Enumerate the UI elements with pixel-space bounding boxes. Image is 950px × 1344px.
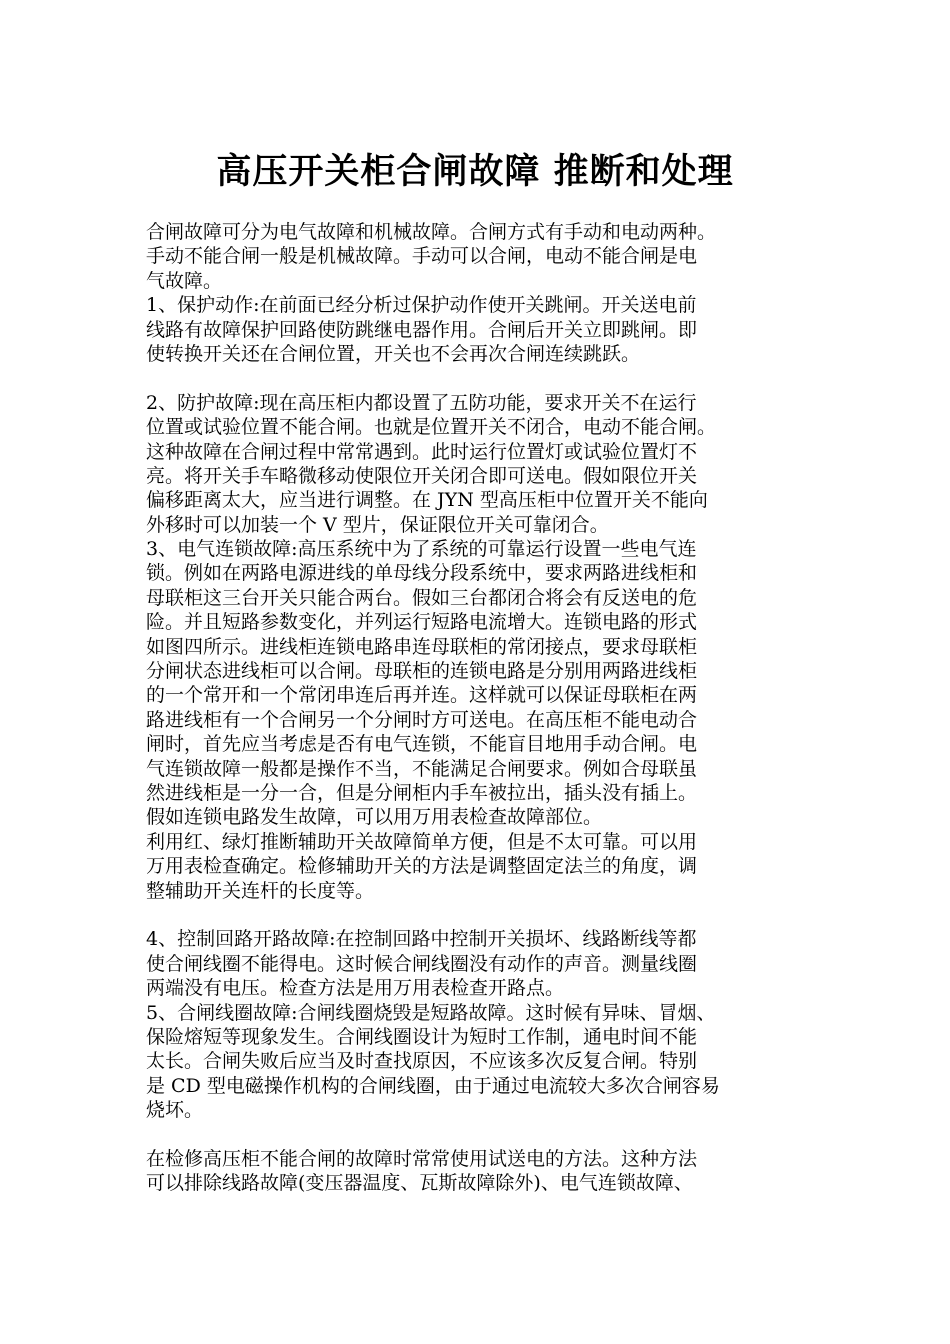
text-line: 分闸状态进线柜可以合闸。母联柜的连锁电路是分别用两路进线柜 <box>146 660 698 683</box>
text-line: 线路有故障保护回路使防跳继电器作用。合闸后开关立即跳闸。即 <box>146 318 698 341</box>
text-line: 可以排除线路故障(变压器温度、瓦斯故障除外)、电气连锁故障、 <box>146 1172 693 1195</box>
text-line: 5、合闸线圈故障:合闸线圈烧毁是短路故障。这时候有异味、冒烟、 <box>146 1001 716 1024</box>
text-line: 使转换开关还在合闸位置，开关也不会再次合闸连续跳跃。 <box>146 342 641 365</box>
text-line: 然进线柜是一分一合，但是分闸柜内手车被拉出，插头没有插上。 <box>146 781 698 804</box>
text-line: 假如连锁电路发生故障，可以用万用表检查故障部位。 <box>146 806 603 829</box>
blank-line <box>146 366 806 390</box>
text-line: 亮。将开关手车略微移动使限位开关闭合即可送电。假如限位开关 <box>146 464 698 487</box>
text-line: 2、防护故障:现在高压柜内都设置了五防功能，要求开关不在运行 <box>146 391 697 414</box>
text-line: 位置或试验位置不能合闸。也就是位置开关不闭合，电动不能合闸。 <box>146 416 717 439</box>
text-line: 气故障。 <box>146 269 223 292</box>
text-line: 1、保护动作:在前面已经分析过保护动作使开关跳闸。开关送电前 <box>146 294 697 317</box>
text-line: 的一个常开和一个常闭串连后再并连。这样就可以保证母联柜在两 <box>146 684 698 707</box>
text-line: 这种故障在合闸过程中常常遇到。此时运行位置灯或试验位置灯不 <box>146 440 698 463</box>
text-line: 如图四所示。进线柜连锁电路串连母联柜的常闭接点，要求母联柜 <box>146 635 698 658</box>
text-line: 3、电气连锁故障:高压系统中为了系统的可靠运行设置一些电气连 <box>146 538 697 561</box>
text-line: 母联柜这三台开关只能合两台。假如三台都闭合将会有反送电的危 <box>146 586 698 609</box>
blank-line <box>146 1122 806 1146</box>
document-title: 高压开关柜合闸故障 推断和处理 <box>216 151 734 192</box>
text-line: 偏移距离太大，应当进行调整。在 JYN 型高压柜中位置开关不能向 <box>146 489 708 512</box>
text-line: 4、控制回路开路故障:在控制回路中控制开关损坏、线路断线等都 <box>146 928 697 951</box>
blank-line <box>146 903 806 927</box>
text-line: 合闸故障可分为电气故障和机械故障。合闸方式有手动和电动两种。 <box>146 221 717 243</box>
text-line: 气连锁故障一般都是操作不当，不能满足合闸要求。例如合母联虽 <box>146 757 698 780</box>
text-line: 万用表检查确定。检修辅助开关的方法是调整固定法兰的角度，调 <box>146 855 698 878</box>
text-line: 使合闸线圈不能得电。这时候合闸线圈没有动作的声音。测量线圈 <box>146 952 698 975</box>
text-line: 是 CD 型电磁操作机构的合闸线圈，由于通过电流较大多次合闸容易 <box>146 1074 720 1097</box>
document-body <box>146 220 806 1196</box>
text-line: 手动不能合闸一般是机械故障。手动可以合闸，电动不能合闸是电 <box>146 245 698 268</box>
text-line: 整辅助开关连杆的长度等。 <box>146 879 375 902</box>
text-line: 锁。例如在两路电源进线的单母线分段系统中，要求两路进线柜和 <box>146 562 698 585</box>
text-line: 险。并且短路参数变化，并列运行短路电流增大。连锁电路的形式 <box>146 611 698 634</box>
text-line: 烧坏。 <box>146 1099 204 1122</box>
text-line: 太长。合闸失败后应当及时查找原因，不应该多次反复合闸。特别 <box>146 1050 698 1073</box>
text-line: 利用红、绿灯推断辅助开关故障简单方便，但是不太可靠。可以用 <box>146 830 698 853</box>
text-line: 外移时可以加装一个 V 型片，保证限位开关可靠闭合。 <box>146 513 609 536</box>
text-line: 两端没有电压。检查方法是用万用表检查开路点。 <box>146 977 565 1000</box>
text-line: 保险熔短等现象发生。合闸线圈设计为短时工作制，通电时间不能 <box>146 1025 698 1048</box>
text-line: 在检修高压柜不能合闸的故障时常常使用试送电的方法。这种方法 <box>146 1147 698 1170</box>
text-line: 闸时，首先应当考虑是否有电气连锁，不能盲目地用手动合闸。电 <box>146 733 698 756</box>
text-line: 路进线柜有一个合闸另一个分闸时方可送电。在高压柜不能电动合 <box>146 708 698 731</box>
